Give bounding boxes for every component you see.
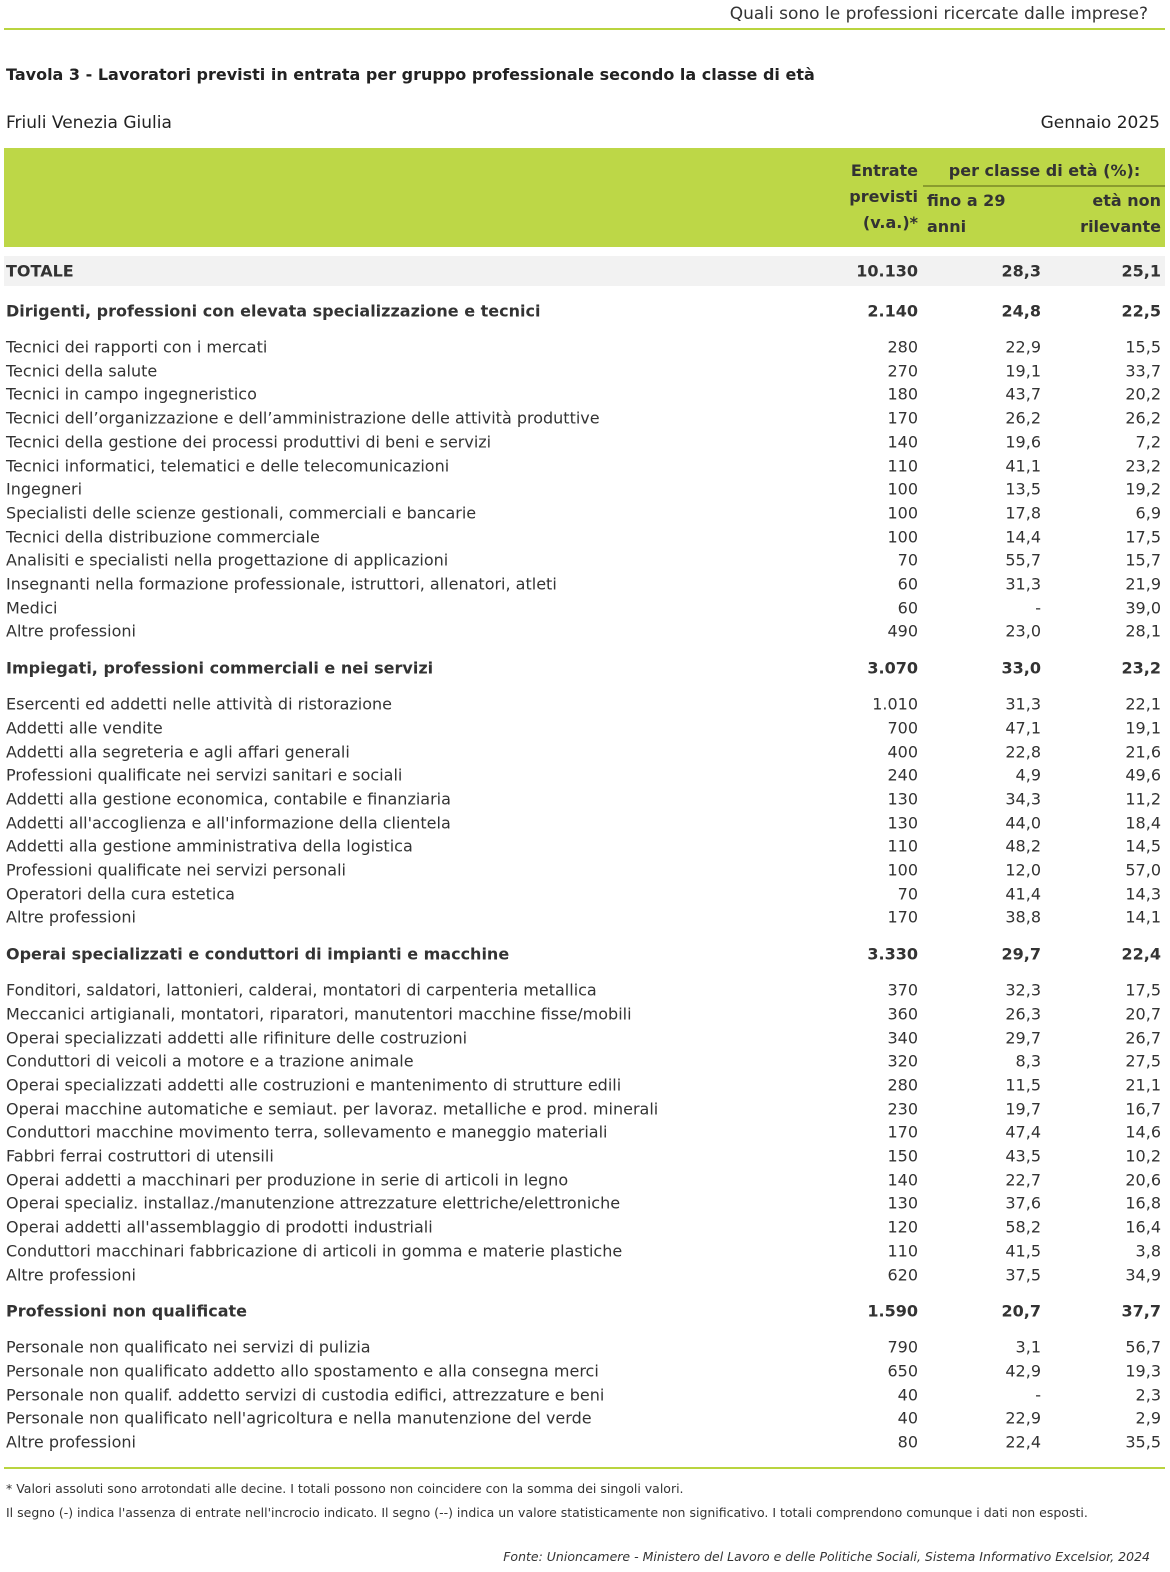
value-eta-non-rilevante: 49,6	[1125, 765, 1161, 785]
value-eta-non-rilevante: 7,2	[1135, 432, 1161, 452]
value-eta-non-rilevante: 19,2	[1125, 479, 1161, 499]
value-fino-29: 12,0	[1005, 860, 1041, 880]
column-header-entrate: Entrate previsti (v.a.)*	[849, 161, 918, 232]
value-eta-non-rilevante: 33,7	[1125, 361, 1161, 381]
value-fino-29: 29,7	[1005, 1028, 1041, 1047]
row-label: Fabbri ferrai costruttori di utensili	[6, 1146, 274, 1166]
row-label: Conduttori macchine movimento terra, sollevamento e maneggio materiali	[6, 1122, 608, 1142]
value-eta-non-rilevante: 17,5	[1125, 527, 1161, 547]
value-entrate: 1.010	[872, 694, 918, 714]
value-entrate: 280	[887, 337, 918, 357]
row-label: Addetti alla gestione economica, contabile e finanziaria	[6, 789, 451, 809]
row-label: Altre professioni	[6, 1432, 136, 1452]
region-label: Friuli Venezia Giulia	[6, 113, 172, 133]
table-row	[4, 454, 1165, 478]
value-entrate: 400	[887, 742, 918, 761]
value-fino-29: 13,5	[1005, 479, 1041, 499]
value-entrate: 140	[887, 1170, 918, 1190]
row-label: Ingegneri	[6, 479, 83, 499]
value-fino-29: 47,4	[1005, 1122, 1041, 1142]
row-label: Fonditori, saldatori, lattonieri, calderai, montatori di carpenteria metallica	[6, 980, 597, 1000]
row-label: Addetti alla segreteria e agli affari generali	[6, 742, 350, 761]
value-entrate: 280	[887, 1075, 918, 1095]
value-eta-non-rilevante: 56,7	[1125, 1337, 1161, 1357]
row-label: Professioni non qualificate	[6, 1301, 247, 1321]
table-row	[4, 1097, 1165, 1121]
value-entrate: 10.130	[856, 261, 918, 281]
value-entrate: 100	[887, 503, 918, 523]
value-entrate: 60	[897, 598, 918, 618]
row-label: Meccanici artigianali, montatori, riparatori, manutentori macchine fisse/mobili	[6, 1004, 632, 1024]
table-row	[4, 572, 1165, 596]
value-entrate: 130	[887, 813, 918, 833]
table-row	[4, 382, 1165, 406]
value-eta-non-rilevante: 23,2	[1121, 658, 1161, 678]
value-eta-non-rilevante: 22,5	[1121, 301, 1161, 321]
value-eta-non-rilevante: 39,0	[1125, 598, 1161, 618]
value-entrate: 110	[887, 456, 918, 475]
value-eta-non-rilevante: 16,4	[1125, 1217, 1161, 1237]
value-entrate: 110	[887, 836, 918, 856]
column-group-header-eta: per classe di età (%):	[948, 161, 1141, 180]
table-row	[4, 716, 1165, 740]
row-label: Operai addetti a macchinari per produzione in serie di articoli in legno	[6, 1170, 569, 1190]
value-fino-29: 55,7	[1005, 550, 1041, 570]
value-fino-29: 11,5	[1005, 1075, 1041, 1095]
value-entrate: 3.330	[867, 944, 918, 964]
table-row	[4, 1168, 1165, 1192]
value-fino-29: 33,0	[1001, 658, 1041, 678]
value-eta-non-rilevante: 21,6	[1125, 742, 1161, 761]
table-row	[4, 905, 1165, 929]
table-bottom-rule	[4, 1467, 1165, 1469]
table-row	[4, 1073, 1165, 1097]
value-fino-29: 41,1	[1005, 456, 1041, 475]
row-label: Tecnici della salute	[6, 361, 158, 381]
row-label: Conduttori macchinari fabbricazione di articoli in gomma e materie plastiche	[6, 1241, 623, 1261]
value-fino-29: 22,4	[1005, 1432, 1041, 1452]
table-row	[4, 430, 1165, 454]
value-eta-non-rilevante: 34,9	[1125, 1265, 1161, 1284]
value-eta-non-rilevante: 18,4	[1125, 813, 1161, 833]
value-fino-29: 22,8	[1005, 742, 1041, 761]
value-fino-29: -	[1035, 1385, 1041, 1405]
value-entrate: 120	[887, 1217, 918, 1237]
value-eta-non-rilevante: 11,2	[1125, 789, 1161, 809]
value-fino-29: 43,7	[1005, 384, 1041, 404]
table-row	[4, 1120, 1165, 1144]
row-label: Tecnici informatici, telematici e delle telecomunicazioni	[6, 456, 450, 475]
value-fino-29: 17,8	[1005, 503, 1041, 523]
row-label: TOTALE	[6, 261, 74, 281]
table-row	[4, 1002, 1165, 1026]
value-fino-29: 4,9	[1015, 765, 1041, 785]
value-entrate: 340	[887, 1028, 918, 1047]
row-label: Analisiti e specialisti nella progettazione di applicazioni	[6, 550, 449, 570]
table-row	[4, 858, 1165, 882]
value-eta-non-rilevante: 16,7	[1125, 1099, 1161, 1119]
value-eta-non-rilevante: 25,1	[1121, 261, 1161, 281]
group-row	[4, 653, 1165, 683]
value-entrate: 140	[887, 432, 918, 452]
value-eta-non-rilevante: 20,2	[1125, 384, 1161, 404]
value-entrate: 70	[897, 884, 918, 904]
value-entrate: 360	[887, 1004, 918, 1024]
table-row	[4, 548, 1165, 572]
column-header-eta-non-rilevante: età non rilevante	[1080, 191, 1161, 236]
row-label: Operai specializ. installaz./manutenzione attrezzature elettriche/elettroniche	[6, 1193, 621, 1213]
row-label: Operai specializzati addetti alle rifiniture delle costruzioni	[6, 1028, 468, 1047]
value-entrate: 790	[887, 1337, 918, 1357]
value-entrate: 60	[897, 574, 918, 594]
row-label: Personale non qualif. addetto servizi di custodia edifici, attrezzature e beni	[6, 1385, 605, 1405]
row-label: Dirigenti, professioni con elevata specializzazione e tecnici	[6, 301, 541, 321]
value-fino-29: 31,3	[1005, 694, 1041, 714]
value-entrate: 2.140	[867, 301, 918, 321]
table-row	[4, 882, 1165, 906]
row-label: Addetti alle vendite	[6, 718, 163, 738]
value-fino-29: 26,3	[1005, 1004, 1041, 1024]
row-label: Tecnici della distribuzione commerciale	[6, 527, 320, 547]
table-row	[4, 619, 1165, 643]
value-entrate: 1.590	[867, 1301, 918, 1321]
table-row	[4, 1026, 1165, 1050]
value-fino-29: -	[1035, 598, 1041, 618]
row-label: Addetti all'accoglienza e all'informazione della clientela	[6, 813, 451, 833]
value-entrate: 170	[887, 907, 918, 927]
row-label: Operai macchine automatiche e semiaut. per lavoraz. metalliche e prod. minerali	[6, 1099, 659, 1119]
value-eta-non-rilevante: 15,7	[1125, 550, 1161, 570]
row-label: Professioni qualificate nei servizi personali	[6, 860, 346, 880]
value-eta-non-rilevante: 21,1	[1125, 1075, 1161, 1095]
value-eta-non-rilevante: 37,7	[1121, 1301, 1161, 1321]
row-label: Esercenti ed addetti nelle attività di ristorazione	[6, 694, 393, 714]
source-note: Fonte: Unioncamere - Ministero del Lavoro e delle Politiche Sociali, Sistema Informativo Excelsior, 2024	[503, 1549, 1150, 1564]
value-fino-29: 29,7	[1001, 944, 1041, 964]
value-fino-29: 47,1	[1005, 718, 1041, 738]
row-label: Operai addetti all'assemblaggio di prodotti industriali	[6, 1217, 433, 1237]
value-fino-29: 14,4	[1005, 527, 1041, 547]
value-fino-29: 19,6	[1005, 432, 1041, 452]
value-eta-non-rilevante: 20,7	[1125, 1004, 1161, 1024]
table-row	[4, 834, 1165, 858]
row-label: Conduttori di veicoli a motore e a trazione animale	[6, 1051, 414, 1071]
value-entrate: 70	[897, 550, 918, 570]
value-fino-29: 41,4	[1005, 884, 1041, 904]
value-eta-non-rilevante: 22,1	[1125, 694, 1161, 714]
row-label: Tecnici dei rapporti con i mercati	[6, 337, 268, 357]
value-eta-non-rilevante: 6,9	[1135, 503, 1161, 523]
value-eta-non-rilevante: 19,3	[1125, 1361, 1161, 1381]
value-entrate: 650	[887, 1361, 918, 1381]
value-eta-non-rilevante: 57,0	[1125, 860, 1161, 880]
value-eta-non-rilevante: 14,6	[1125, 1122, 1161, 1142]
value-entrate: 130	[887, 789, 918, 809]
value-fino-29: 19,1	[1005, 361, 1041, 381]
value-entrate: 3.070	[867, 658, 918, 678]
row-label: Tecnici della gestione dei processi produttivi di beni e servizi	[6, 432, 492, 452]
value-eta-non-rilevante: 23,2	[1125, 456, 1161, 475]
table-row	[4, 501, 1165, 525]
table-row	[4, 1406, 1165, 1430]
table-header	[4, 148, 1165, 247]
table-title: Tavola 3 - Lavoratori previsti in entrata per gruppo professionale secondo la classe di età	[6, 65, 815, 84]
table-row	[4, 763, 1165, 787]
value-entrate: 620	[887, 1265, 918, 1284]
value-eta-non-rilevante: 2,9	[1135, 1408, 1161, 1428]
value-eta-non-rilevante: 27,5	[1125, 1051, 1161, 1071]
section-title: Quali sono le professioni ricercate dalle imprese?	[729, 4, 1148, 24]
group-row	[4, 939, 1165, 969]
row-label: Altre professioni	[6, 621, 136, 641]
table-row	[4, 596, 1165, 620]
value-eta-non-rilevante: 21,9	[1125, 574, 1161, 594]
table-row	[4, 1049, 1165, 1073]
group-row	[4, 1296, 1165, 1326]
table-row	[4, 525, 1165, 549]
value-fino-29: 31,3	[1005, 574, 1041, 594]
row-label: Operai specializzati addetti alle costruzioni e mantenimento di strutture edili	[6, 1075, 622, 1095]
value-fino-29: 3,1	[1015, 1337, 1041, 1357]
value-fino-29: 19,7	[1005, 1099, 1041, 1119]
value-eta-non-rilevante: 19,1	[1125, 718, 1161, 738]
value-entrate: 100	[887, 479, 918, 499]
value-fino-29: 26,2	[1005, 408, 1041, 428]
table-row	[4, 1215, 1165, 1239]
value-entrate: 180	[887, 384, 918, 404]
value-fino-29: 38,8	[1005, 907, 1041, 927]
row-label: Medici	[6, 598, 58, 618]
table-row	[4, 740, 1165, 764]
value-fino-29: 22,7	[1005, 1170, 1041, 1190]
value-entrate: 170	[887, 408, 918, 428]
value-eta-non-rilevante: 22,4	[1121, 944, 1161, 964]
value-fino-29: 44,0	[1005, 813, 1041, 833]
value-entrate: 40	[897, 1408, 918, 1428]
value-fino-29: 48,2	[1005, 836, 1041, 856]
row-label: Personale non qualificato addetto allo spostamento e alla consegna merci	[6, 1361, 599, 1381]
table-row	[4, 359, 1165, 383]
value-fino-29: 22,9	[1005, 337, 1041, 357]
value-fino-29: 23,0	[1005, 621, 1041, 641]
value-eta-non-rilevante: 14,3	[1125, 884, 1161, 904]
value-fino-29: 37,6	[1005, 1193, 1041, 1213]
footnote-rounding: * Valori assoluti sono arrotondati alle decine. I totali possono non coincidere con la somma dei singoli valori.	[6, 1481, 684, 1496]
table-row	[4, 1383, 1165, 1407]
value-entrate: 110	[887, 1241, 918, 1261]
value-eta-non-rilevante: 3,8	[1135, 1241, 1161, 1261]
value-entrate: 100	[887, 527, 918, 547]
group-row	[4, 296, 1165, 326]
value-fino-29: 24,8	[1001, 301, 1041, 321]
column-group-divider	[923, 185, 1165, 187]
value-eta-non-rilevante: 2,3	[1135, 1385, 1161, 1405]
table-row	[4, 692, 1165, 716]
value-eta-non-rilevante: 16,8	[1125, 1193, 1161, 1213]
value-entrate: 100	[887, 860, 918, 880]
value-eta-non-rilevante: 26,7	[1125, 1028, 1161, 1047]
table-row	[4, 1430, 1165, 1454]
value-eta-non-rilevante: 35,5	[1125, 1432, 1161, 1452]
value-fino-29: 43,5	[1005, 1146, 1041, 1166]
value-eta-non-rilevante: 17,5	[1125, 980, 1161, 1000]
table-row	[4, 811, 1165, 835]
value-entrate: 150	[887, 1146, 918, 1166]
table-row	[4, 787, 1165, 811]
table-row	[4, 1263, 1165, 1287]
table-row	[4, 335, 1165, 359]
column-header-fino-29: fino a 29 anni	[927, 191, 1006, 236]
value-entrate: 130	[887, 1193, 918, 1213]
value-fino-29: 32,3	[1005, 980, 1041, 1000]
value-eta-non-rilevante: 26,2	[1125, 408, 1161, 428]
row-label: Altre professioni	[6, 907, 136, 927]
value-entrate: 40	[897, 1385, 918, 1405]
value-entrate: 490	[887, 621, 918, 641]
value-entrate: 270	[887, 361, 918, 381]
value-entrate: 320	[887, 1051, 918, 1071]
row-label: Tecnici in campo ingegneristico	[6, 384, 257, 404]
row-label: Insegnanti nella formazione professionale, istruttori, allenatori, atleti	[6, 574, 557, 594]
value-eta-non-rilevante: 15,5	[1125, 337, 1161, 357]
table-row	[4, 406, 1165, 430]
value-entrate: 170	[887, 1122, 918, 1142]
value-entrate: 240	[887, 765, 918, 785]
period-label: Gennaio 2025	[1040, 113, 1160, 133]
value-entrate: 230	[887, 1099, 918, 1119]
value-fino-29: 42,9	[1005, 1361, 1041, 1381]
row-label: Addetti alla gestione amministrativa della logistica	[6, 836, 413, 856]
value-entrate: 370	[887, 980, 918, 1000]
row-label: Impiegati, professioni commerciali e nei servizi	[6, 658, 434, 678]
value-fino-29: 22,9	[1005, 1408, 1041, 1428]
table-row	[4, 1359, 1165, 1383]
row-label: Personale non qualificato nei servizi di pulizia	[6, 1337, 371, 1357]
row-label: Operatori della cura estetica	[6, 884, 235, 904]
value-eta-non-rilevante: 10,2	[1125, 1146, 1161, 1166]
value-fino-29: 34,3	[1005, 789, 1041, 809]
value-fino-29: 8,3	[1015, 1051, 1041, 1071]
table-row	[4, 1144, 1165, 1168]
value-fino-29: 41,5	[1005, 1241, 1041, 1261]
row-label: Personale non qualificato nell'agricoltura e nella manutenzione del verde	[6, 1408, 592, 1428]
value-eta-non-rilevante: 28,1	[1125, 621, 1161, 641]
value-eta-non-rilevante: 20,6	[1125, 1170, 1161, 1190]
table-row	[4, 1335, 1165, 1359]
value-eta-non-rilevante: 14,1	[1125, 907, 1161, 927]
row-label: Specialisti delle scienze gestionali, commerciali e bancarie	[6, 503, 477, 523]
footnote-signs: Il segno (-) indica l'assenza di entrate nell'incrocio indicato. Il segno (--) indica un valore statisticamente non significativo. I totali comprendono comunque i dati non esposti.	[6, 1505, 1088, 1520]
row-label: Operai specializzati e conduttori di impianti e macchine	[6, 944, 510, 964]
value-eta-non-rilevante: 14,5	[1125, 836, 1161, 856]
row-label: Altre professioni	[6, 1265, 136, 1284]
value-fino-29: 28,3	[1001, 261, 1041, 281]
value-entrate: 80	[897, 1432, 918, 1452]
value-entrate: 700	[887, 718, 918, 738]
value-fino-29: 37,5	[1005, 1265, 1041, 1284]
value-fino-29: 58,2	[1005, 1217, 1041, 1237]
table-row	[4, 978, 1165, 1002]
row-label: Tecnici dell’organizzazione e dell’amministrazione delle attività produttive	[6, 408, 600, 428]
row-label: Professioni qualificate nei servizi sanitari e sociali	[6, 765, 403, 785]
table-row	[4, 1191, 1165, 1215]
table-row	[4, 1239, 1165, 1263]
value-fino-29: 20,7	[1001, 1301, 1041, 1321]
table-row	[4, 477, 1165, 501]
section-header	[4, 0, 1165, 30]
total-row	[4, 256, 1165, 286]
